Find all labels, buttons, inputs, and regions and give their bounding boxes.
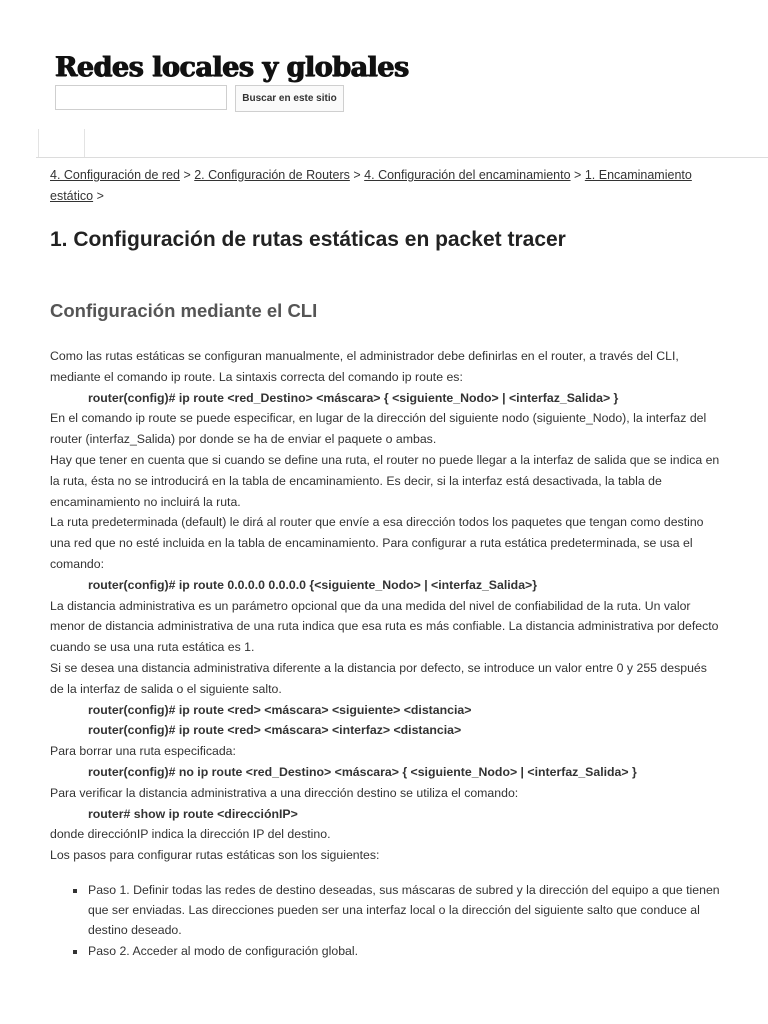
breadcrumb-separator: > — [96, 189, 104, 203]
bullet-icon — [73, 889, 77, 893]
steps-list — [50, 880, 720, 961]
breadcrumb-link-configuracion-routers[interactable]: 2. Configuración de Routers — [194, 168, 350, 182]
list-item-text: Paso 2. Acceder al modo de configuración global. — [88, 943, 359, 958]
site-title[interactable]: Redes locales y globales — [55, 52, 409, 83]
list-item — [73, 941, 720, 961]
search-button[interactable]: Buscar en este sitio — [235, 85, 344, 112]
paragraph: Como las rutas estáticas se configuran manualmente, el administrador debe definirlas en el router, a través del CLI, mediante el comando ip route. La sintaxis correcta del comando ip route es: — [50, 349, 679, 384]
paragraph: Para borrar una ruta especificada: — [50, 744, 236, 759]
breadcrumb-separator: > — [574, 168, 582, 182]
search-input[interactable] — [55, 85, 227, 110]
list-item — [73, 880, 720, 940]
paragraph: Si se desea una distancia administrativa diferente a la distancia por defecto, se introduce un valor entre 0 y 255 después de la interfaz de salida o el siguiente salto. — [50, 660, 707, 696]
paragraph: La distancia administrativa es un parámetro opcional que da una medida del nivel de confiabilidad de la ruta. Un valor menor de distancia administrativa de una ruta indica que esa ruta es más confiable. La distancia administrativa por defecto cuando se usa una ruta estática es 1. — [50, 598, 719, 655]
command-line: router(config)# ip route <red> <máscara> <siguiente> <distancia> — [88, 702, 472, 717]
paragraph: donde direcciónIP indica la dirección IP del destino. — [50, 827, 331, 842]
command-line: router(config)# no ip route <red_Destino> <máscara> { <siguiente_Nodo> | <interfaz_Salida> } — [88, 764, 637, 779]
bullet-icon — [73, 950, 77, 954]
command-line: router(config)# ip route <red_Destino> <máscara> { <siguiente_Nodo> | <interfaz_Salida> } — [88, 390, 619, 405]
paragraph: En el comando ip route se puede especificar, en lugar de la dirección del siguiente nodo (siguiente_Nodo), la interfaz del router (interfaz_Salida) por donde se ha de enviar el paquete o ambas. — [50, 411, 707, 447]
breadcrumb — [50, 165, 720, 207]
article-body — [50, 346, 720, 866]
breadcrumb-separator: > — [353, 168, 361, 182]
paragraph: La ruta predeterminada (default) le dirá al router que envíe a esa dirección todos los paquetes que tengan como destino una red que no esté incluida en la tabla de encaminamiento. Para configurar a ruta estática predeterminada, se usa el comando: — [50, 515, 704, 571]
paragraph: Los pasos para configurar rutas estáticas son los siguientes: — [50, 848, 380, 863]
main-content — [50, 165, 720, 962]
nav-tab[interactable] — [38, 129, 85, 157]
breadcrumb-link-configuracion-encaminamiento[interactable]: 4. Configuración del encaminamiento — [364, 168, 571, 182]
command-line: router(config)# ip route <red> <máscara> <interfaz> <distancia> — [88, 723, 462, 738]
paragraph: Para verificar la distancia administrativa a una dirección destino se utiliza el comando: — [50, 785, 519, 800]
breadcrumb-separator: > — [183, 168, 191, 182]
command-line: router# show ip route <direcciónIP> — [88, 806, 298, 821]
header-divider — [36, 157, 768, 158]
paragraph: Hay que tener en cuenta que si cuando se define una ruta, el router no puede llegar a la interfaz de salida que se indica en la ruta, ésta no se introducirá en la tabla de encaminamiento. Es decir, si la interfaz está desactivada, la tabla de encaminamiento no incluirá la ruta. — [50, 452, 720, 509]
page-title: 1. Configuración de rutas estáticas en packet tracer — [50, 228, 566, 251]
section-title: Configuración mediante el CLI — [50, 300, 318, 321]
breadcrumb-link-configuracion-red[interactable]: 4. Configuración de red — [50, 168, 180, 182]
breadcrumb-link-encaminamiento-estatico[interactable]: 1. Encaminamiento estático — [50, 168, 692, 203]
list-item-text: Paso 1. Definir todas las redes de destino deseadas, sus máscaras de subred y la dirección del equipo a que tienen que ser enviadas. Las direcciones pueden ser una interfaz local o la dirección del siguiente salto que conduce al destino deseado. — [88, 882, 720, 937]
command-line: router(config)# ip route 0.0.0.0 0.0.0.0 {<siguiente_Nodo> | <interfaz_Salida>} — [88, 577, 537, 592]
